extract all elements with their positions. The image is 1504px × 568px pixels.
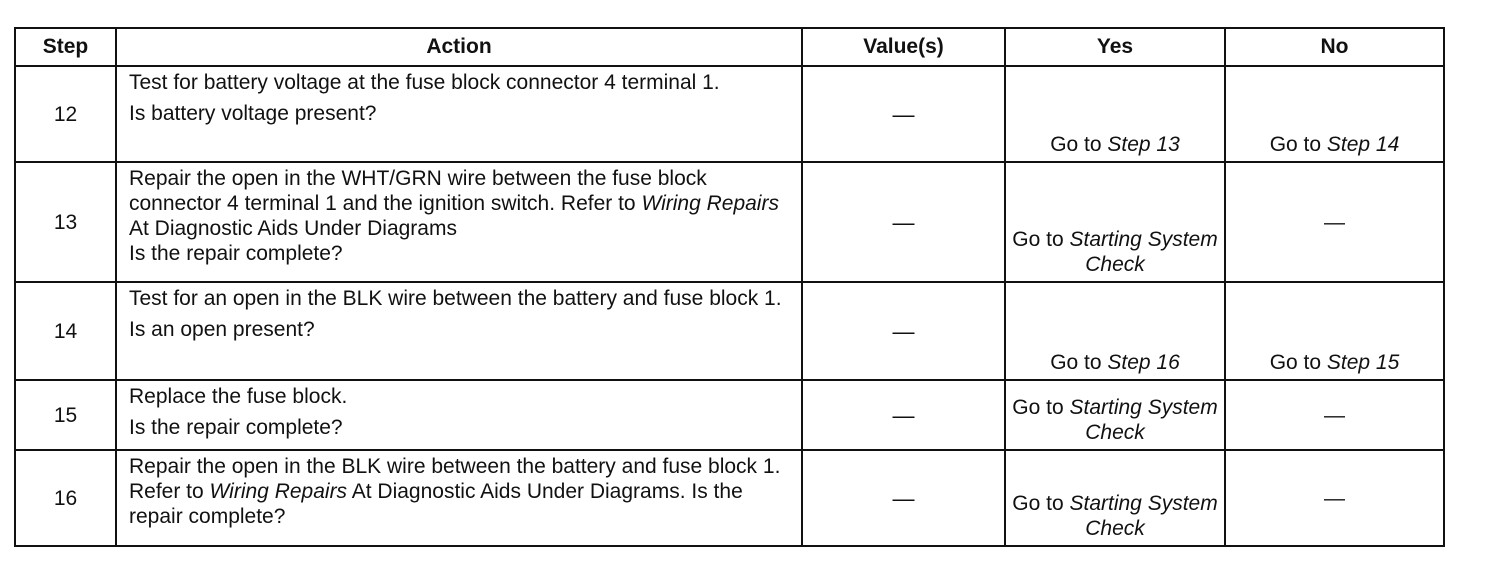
action-text: Replace the fuse block. bbox=[129, 385, 348, 408]
yes-prefix: Go to bbox=[1050, 351, 1108, 374]
yes-link[interactable]: Starting System Check bbox=[1069, 492, 1218, 540]
step-number: 16 bbox=[15, 450, 116, 546]
action-text-part: Repair the open in the WHT/GRN wire between the fuse block connector 4 terminal 1 and the ignition switch. Refer to bbox=[129, 167, 707, 215]
action-cell bbox=[116, 450, 802, 546]
header-row bbox=[15, 28, 1444, 66]
step-number: 14 bbox=[15, 282, 116, 380]
action-cell bbox=[116, 380, 802, 450]
action-question: Is battery voltage present? bbox=[129, 102, 377, 125]
yes-cell bbox=[1005, 380, 1225, 450]
no-cell bbox=[1225, 282, 1444, 380]
header-step: Step bbox=[15, 28, 116, 66]
wiring-repairs-ref[interactable]: Wiring Repairs bbox=[641, 192, 779, 215]
action-cell bbox=[116, 162, 802, 282]
yes-prefix: Go to bbox=[1012, 228, 1070, 251]
yes-prefix: Go to bbox=[1012, 492, 1070, 515]
yes-cell bbox=[1005, 282, 1225, 380]
action-cell bbox=[116, 66, 802, 162]
value-cell: — bbox=[802, 450, 1005, 546]
value-cell: — bbox=[802, 380, 1005, 450]
yes-cell bbox=[1005, 162, 1225, 282]
no-cell: — bbox=[1225, 162, 1444, 282]
table-row bbox=[15, 282, 1444, 380]
yes-cell bbox=[1005, 450, 1225, 546]
action-text bbox=[129, 454, 791, 529]
header-action: Action bbox=[116, 28, 802, 66]
header-no: No bbox=[1225, 28, 1444, 66]
no-link[interactable]: Step 14 bbox=[1326, 133, 1400, 156]
table-row bbox=[15, 162, 1444, 282]
yes-cell bbox=[1005, 66, 1225, 162]
header-yes: Yes bbox=[1005, 28, 1225, 66]
action-text: Test for battery voltage at the fuse block connector 4 terminal 1. bbox=[129, 71, 720, 94]
action-text: Test for an open in the BLK wire between the battery and fuse block 1. bbox=[129, 287, 782, 310]
no-cell: — bbox=[1225, 380, 1444, 450]
step-number: 15 bbox=[15, 380, 116, 450]
diagnostic-table-container bbox=[14, 27, 1443, 545]
action-question: Is an open present? bbox=[129, 318, 315, 341]
no-prefix: Go to bbox=[1269, 351, 1327, 374]
action-cell bbox=[116, 282, 802, 380]
table-row bbox=[15, 380, 1444, 450]
action-question: Is the repair complete? bbox=[129, 416, 343, 439]
action-text-part: Repair the open in the BLK wire between the battery and fuse block 1. Refer to bbox=[129, 455, 781, 503]
action-text-part: At Diagnostic Aids Under Diagrams bbox=[347, 480, 680, 503]
no-prefix: Go to bbox=[1269, 133, 1327, 156]
diagnostic-table bbox=[14, 27, 1445, 547]
header-values: Value(s) bbox=[802, 28, 1005, 66]
step-number: 13 bbox=[15, 162, 116, 282]
no-cell bbox=[1225, 66, 1444, 162]
action-text bbox=[129, 166, 791, 241]
yes-link[interactable]: Step 13 bbox=[1107, 133, 1180, 156]
action-text-part: At Diagnostic Aids Under Diagrams bbox=[129, 217, 457, 240]
value-cell: — bbox=[802, 282, 1005, 380]
yes-prefix: Go to bbox=[1012, 396, 1070, 419]
action-question: . Is the repair complete? bbox=[129, 480, 743, 528]
value-cell: — bbox=[802, 162, 1005, 282]
no-cell: — bbox=[1225, 450, 1444, 546]
wiring-repairs-ref[interactable]: Wiring Repairs bbox=[209, 480, 348, 503]
yes-link[interactable]: Step 16 bbox=[1107, 351, 1180, 374]
action-question: Is the repair complete? bbox=[129, 242, 343, 265]
table-row bbox=[15, 66, 1444, 162]
table-row bbox=[15, 450, 1444, 546]
yes-prefix: Go to bbox=[1050, 133, 1108, 156]
value-cell: — bbox=[802, 66, 1005, 162]
yes-link[interactable]: Starting System Check bbox=[1069, 396, 1218, 444]
no-link[interactable]: Step 15 bbox=[1326, 351, 1400, 374]
yes-link[interactable]: Starting System Check bbox=[1069, 228, 1218, 276]
step-number: 12 bbox=[15, 66, 116, 162]
